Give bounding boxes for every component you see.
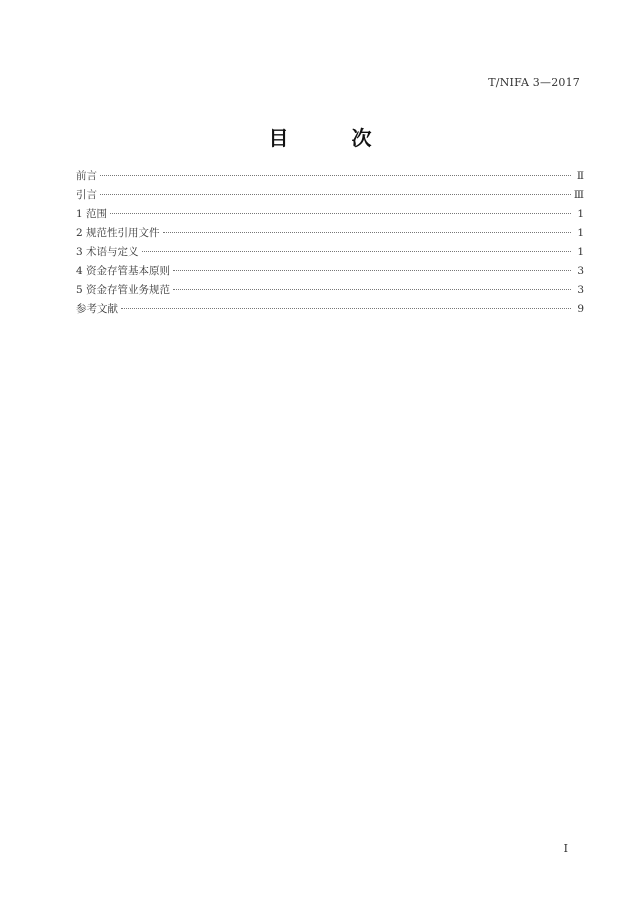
dot-leader [173,289,571,290]
toc-entry-label: 2 规范性引用文件 [76,227,160,239]
toc-entry-normative-references[interactable] [76,225,584,244]
toc-entry-business-specs[interactable] [76,282,584,301]
dot-leader [100,175,571,176]
page-number: I [563,842,568,855]
dot-leader [163,232,571,233]
table-of-contents [76,168,584,320]
dot-leader [142,251,571,252]
toc-entry-label: 参考文献 [76,303,118,315]
toc-entry-label: 前言 [76,170,97,182]
toc-entry-label: 5 资金存管业务规范 [76,284,171,296]
document-code: T/NIFA 3—2017 [488,76,580,89]
toc-entry-basic-principles[interactable] [76,263,584,282]
toc-entry-page: 3 [577,284,584,296]
toc-entry-introduction[interactable] [76,187,584,206]
toc-entry-page: Ⅲ [573,189,584,201]
toc-entry-page: Ⅱ [576,170,584,182]
dot-leader [173,270,571,271]
toc-entry-scope[interactable] [76,206,584,225]
dot-leader [100,194,571,195]
toc-entry-label: 4 资金存管基本原则 [76,265,171,277]
toc-entry-terms-definitions[interactable] [76,244,584,263]
toc-entry-page: 9 [577,303,584,315]
toc-entry-page: 1 [577,208,584,220]
dot-leader [121,308,571,309]
toc-entry-page: 1 [577,246,584,258]
toc-entry-page: 1 [577,227,584,239]
toc-entry-page: 3 [577,265,584,277]
toc-entry-label: 3 术语与定义 [76,246,139,258]
dot-leader [110,213,571,214]
toc-entry-foreword[interactable] [76,168,584,187]
page-title: 目 次 [268,126,400,150]
toc-entry-bibliography[interactable] [76,301,584,320]
toc-entry-label: 1 范围 [76,208,108,220]
toc-entry-label: 引言 [76,189,97,201]
